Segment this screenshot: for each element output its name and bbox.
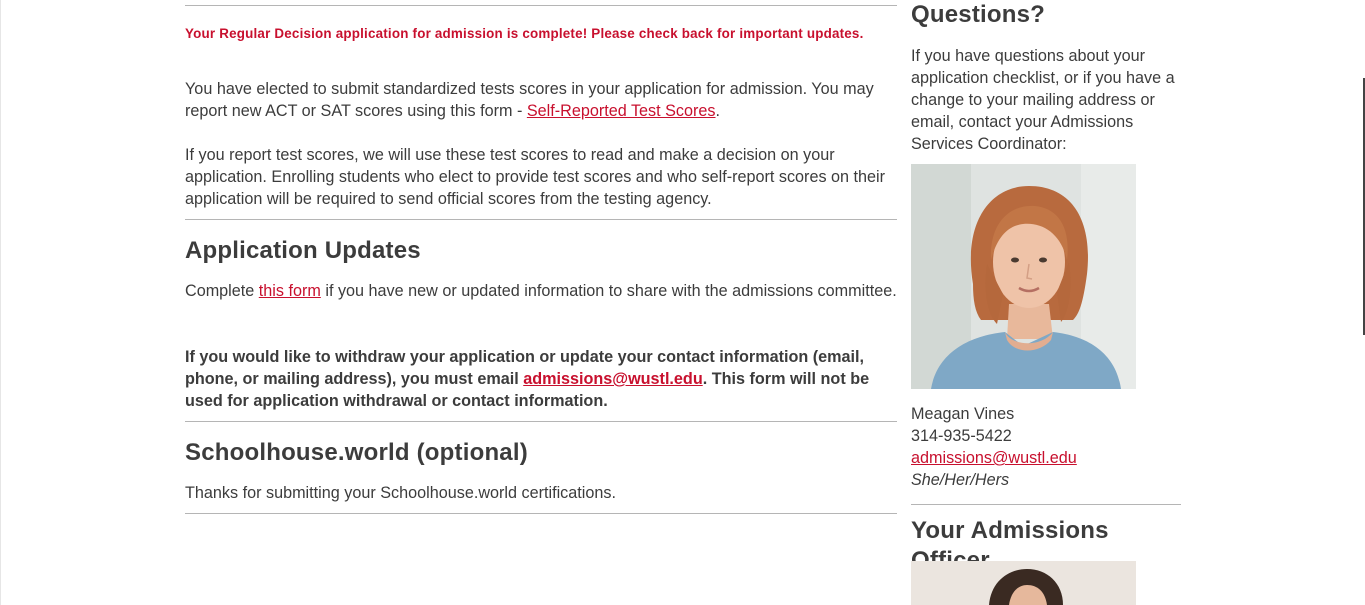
withdraw-text-suffix: . This form will not be used for application withdrawal or contact information. [185,370,870,410]
divider [911,504,1181,505]
questions-text: If you have questions about your application checklist, or if you have a change to your mailing address or email, contact your Admissions Services Coordinator: [911,47,1175,153]
self-reported-test-scores-link[interactable]: Self-Reported Test Scores [526,102,716,120]
coordinator-phone: 314-935-5422 [911,427,1012,445]
test-scores-text: You have elected to submit standardized tests scores in your application for admission. You may report new ACT or SAT scores using this form - [185,80,874,120]
period: . [715,102,721,120]
test-scores-paragraph [185,78,897,122]
coordinator-email-link[interactable]: admissions@wustl.edu [911,449,1077,467]
admissions-email-link[interactable]: admissions@wustl.edu [523,370,703,388]
admissions-officer-heading: Your Admissions [911,517,1109,544]
coordinator-contact [911,403,1181,491]
schoolhouse-text: Thanks for submitting your Schoolhouse.world certifications. [185,484,616,502]
page-left-border [0,0,1,605]
withdraw-paragraph [185,346,899,412]
updates-text-suffix: if you have new or updated information to share with the admissions committee. [320,282,897,300]
officer-portrait-image [911,561,1136,605]
divider [185,421,897,422]
divider [185,219,897,220]
coordinator-name: Meagan Vines [911,405,1015,423]
updates-paragraph [185,280,897,302]
questions-heading: Questions? [911,1,1046,28]
schoolhouse-heading: Schoolhouse.world (optional) [185,439,528,466]
officer-photo [911,561,1136,605]
report-scores-paragraph: If you report test scores, we will use these test scores to read and make a decision on your application. Enrolling students who elect to provide test scores and who self-report scores on their application will be required to send official scores from the testing agency. [185,146,886,208]
coordinator-photo [911,164,1136,389]
updates-text-prefix: Complete [185,282,259,300]
divider [185,5,897,6]
application-updates-heading: Application Updates [185,237,421,264]
coordinator-portrait-image [911,164,1136,389]
coordinator-pronouns: She/Her/Hers [911,471,1010,489]
this-form-link[interactable]: this form [258,282,321,300]
withdraw-text-prefix: If you would like to withdraw your application or update your contact information (email, phone, or mailing address), you must email [185,348,865,388]
divider [185,513,897,514]
completion-notice: Your Regular Decision application for admission is complete! Please check back for important updates. [185,26,864,41]
